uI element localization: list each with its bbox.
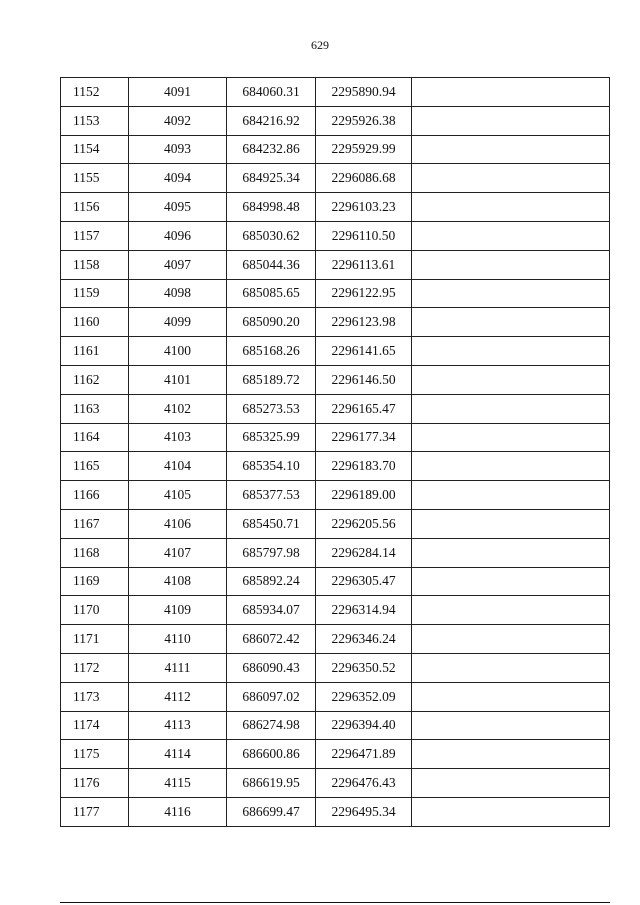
row-number-cell: 1152 — [61, 78, 129, 107]
point-id-cell: 4115 — [129, 769, 227, 798]
y-coordinate-cell: 2296113.61 — [316, 250, 412, 279]
table-row — [61, 279, 610, 308]
y-coordinate-cell: 2296352.09 — [316, 682, 412, 711]
x-coordinate-cell: 684998.48 — [227, 193, 316, 222]
table-row — [61, 625, 610, 654]
note-cell — [412, 394, 610, 423]
y-coordinate-cell: 2296189.00 — [316, 481, 412, 510]
y-coordinate-cell: 2296183.70 — [316, 452, 412, 481]
row-number-cell: 1165 — [61, 452, 129, 481]
note-cell — [412, 711, 610, 740]
point-id-cell: 4108 — [129, 567, 227, 596]
note-cell — [412, 78, 610, 107]
y-coordinate-cell: 2295929.99 — [316, 135, 412, 164]
coordinate-table — [60, 77, 610, 827]
point-id-cell: 4107 — [129, 538, 227, 567]
x-coordinate-cell: 685377.53 — [227, 481, 316, 510]
row-number-cell: 1155 — [61, 164, 129, 193]
x-coordinate-cell: 684216.92 — [227, 106, 316, 135]
row-number-cell: 1154 — [61, 135, 129, 164]
x-coordinate-cell: 686072.42 — [227, 625, 316, 654]
y-coordinate-cell: 2296495.34 — [316, 797, 412, 826]
note-cell — [412, 337, 610, 366]
x-coordinate-cell: 685450.71 — [227, 509, 316, 538]
x-coordinate-cell: 684060.31 — [227, 78, 316, 107]
point-id-cell: 4096 — [129, 221, 227, 250]
y-coordinate-cell: 2295926.38 — [316, 106, 412, 135]
point-id-cell: 4116 — [129, 797, 227, 826]
table-row — [61, 193, 610, 222]
point-id-cell: 4103 — [129, 423, 227, 452]
point-id-cell: 4106 — [129, 509, 227, 538]
x-coordinate-cell: 686600.86 — [227, 740, 316, 769]
row-number-cell: 1159 — [61, 279, 129, 308]
note-cell — [412, 653, 610, 682]
point-id-cell: 4110 — [129, 625, 227, 654]
x-coordinate-cell: 686274.98 — [227, 711, 316, 740]
x-coordinate-cell: 685189.72 — [227, 365, 316, 394]
point-id-cell: 4100 — [129, 337, 227, 366]
note-cell — [412, 769, 610, 798]
row-number-cell: 1156 — [61, 193, 129, 222]
point-id-cell: 4091 — [129, 78, 227, 107]
note-cell — [412, 308, 610, 337]
point-id-cell: 4111 — [129, 653, 227, 682]
y-coordinate-cell: 2296314.94 — [316, 596, 412, 625]
table-row — [61, 538, 610, 567]
point-id-cell: 4097 — [129, 250, 227, 279]
point-id-cell: 4109 — [129, 596, 227, 625]
x-coordinate-cell: 685273.53 — [227, 394, 316, 423]
note-cell — [412, 740, 610, 769]
point-id-cell: 4114 — [129, 740, 227, 769]
point-id-cell: 4099 — [129, 308, 227, 337]
y-coordinate-cell: 2295890.94 — [316, 78, 412, 107]
row-number-cell: 1176 — [61, 769, 129, 798]
row-number-cell: 1172 — [61, 653, 129, 682]
table-row — [61, 596, 610, 625]
y-coordinate-cell: 2296123.98 — [316, 308, 412, 337]
point-id-cell: 4093 — [129, 135, 227, 164]
note-cell — [412, 625, 610, 654]
x-coordinate-cell: 685090.20 — [227, 308, 316, 337]
point-id-cell: 4098 — [129, 279, 227, 308]
x-coordinate-cell: 686097.02 — [227, 682, 316, 711]
row-number-cell: 1164 — [61, 423, 129, 452]
row-number-cell: 1161 — [61, 337, 129, 366]
note-cell — [412, 682, 610, 711]
table-row — [61, 221, 610, 250]
note-cell — [412, 164, 610, 193]
note-cell — [412, 567, 610, 596]
y-coordinate-cell: 2296110.50 — [316, 221, 412, 250]
table-row — [61, 653, 610, 682]
row-number-cell: 1158 — [61, 250, 129, 279]
row-number-cell: 1171 — [61, 625, 129, 654]
x-coordinate-cell: 685085.65 — [227, 279, 316, 308]
note-cell — [412, 509, 610, 538]
note-cell — [412, 452, 610, 481]
table-row — [61, 769, 610, 798]
note-cell — [412, 250, 610, 279]
table-row — [61, 106, 610, 135]
y-coordinate-cell: 2296103.23 — [316, 193, 412, 222]
y-coordinate-cell: 2296305.47 — [316, 567, 412, 596]
row-number-cell: 1177 — [61, 797, 129, 826]
x-coordinate-cell: 685892.24 — [227, 567, 316, 596]
page-number: 629 — [311, 38, 329, 52]
row-number-cell: 1157 — [61, 221, 129, 250]
y-coordinate-cell: 2296284.14 — [316, 538, 412, 567]
table-row — [61, 452, 610, 481]
x-coordinate-cell: 686619.95 — [227, 769, 316, 798]
y-coordinate-cell: 2296394.40 — [316, 711, 412, 740]
row-number-cell: 1174 — [61, 711, 129, 740]
row-number-cell: 1162 — [61, 365, 129, 394]
y-coordinate-cell: 2296471.89 — [316, 740, 412, 769]
note-cell — [412, 797, 610, 826]
point-id-cell: 4101 — [129, 365, 227, 394]
x-coordinate-cell: 686090.43 — [227, 653, 316, 682]
x-coordinate-cell: 686699.47 — [227, 797, 316, 826]
note-cell — [412, 423, 610, 452]
row-number-cell: 1166 — [61, 481, 129, 510]
row-number-cell: 1168 — [61, 538, 129, 567]
x-coordinate-cell: 685325.99 — [227, 423, 316, 452]
point-id-cell: 4113 — [129, 711, 227, 740]
table-row — [61, 481, 610, 510]
coordinate-table-body — [61, 78, 610, 827]
table-row — [61, 308, 610, 337]
y-coordinate-cell: 2296146.50 — [316, 365, 412, 394]
note-cell — [412, 481, 610, 510]
table-row — [61, 711, 610, 740]
note-cell — [412, 538, 610, 567]
table-row — [61, 797, 610, 826]
note-cell — [412, 193, 610, 222]
note-cell — [412, 365, 610, 394]
table-row — [61, 567, 610, 596]
footer-divider — [60, 902, 610, 903]
table-row — [61, 337, 610, 366]
note-cell — [412, 135, 610, 164]
point-id-cell: 4092 — [129, 106, 227, 135]
table-row — [61, 365, 610, 394]
x-coordinate-cell: 685168.26 — [227, 337, 316, 366]
row-number-cell: 1170 — [61, 596, 129, 625]
table-row — [61, 682, 610, 711]
x-coordinate-cell: 685934.07 — [227, 596, 316, 625]
point-id-cell: 4094 — [129, 164, 227, 193]
row-number-cell: 1153 — [61, 106, 129, 135]
table-row — [61, 164, 610, 193]
point-id-cell: 4095 — [129, 193, 227, 222]
x-coordinate-cell: 684232.86 — [227, 135, 316, 164]
table-row — [61, 250, 610, 279]
y-coordinate-cell: 2296165.47 — [316, 394, 412, 423]
x-coordinate-cell: 685030.62 — [227, 221, 316, 250]
y-coordinate-cell: 2296205.56 — [316, 509, 412, 538]
point-id-cell: 4102 — [129, 394, 227, 423]
table-row — [61, 394, 610, 423]
row-number-cell: 1167 — [61, 509, 129, 538]
note-cell — [412, 106, 610, 135]
note-cell — [412, 279, 610, 308]
y-coordinate-cell: 2296141.65 — [316, 337, 412, 366]
row-number-cell: 1160 — [61, 308, 129, 337]
x-coordinate-cell: 685354.10 — [227, 452, 316, 481]
point-id-cell: 4104 — [129, 452, 227, 481]
y-coordinate-cell: 2296086.68 — [316, 164, 412, 193]
y-coordinate-cell: 2296476.43 — [316, 769, 412, 798]
point-id-cell: 4105 — [129, 481, 227, 510]
note-cell — [412, 596, 610, 625]
table-row — [61, 509, 610, 538]
y-coordinate-cell: 2296346.24 — [316, 625, 412, 654]
table-row — [61, 78, 610, 107]
x-coordinate-cell: 685044.36 — [227, 250, 316, 279]
y-coordinate-cell: 2296122.95 — [316, 279, 412, 308]
row-number-cell: 1175 — [61, 740, 129, 769]
table-row — [61, 740, 610, 769]
row-number-cell: 1173 — [61, 682, 129, 711]
x-coordinate-cell: 685797.98 — [227, 538, 316, 567]
row-number-cell: 1163 — [61, 394, 129, 423]
point-id-cell: 4112 — [129, 682, 227, 711]
table-row — [61, 135, 610, 164]
y-coordinate-cell: 2296177.34 — [316, 423, 412, 452]
y-coordinate-cell: 2296350.52 — [316, 653, 412, 682]
table-row — [61, 423, 610, 452]
note-cell — [412, 221, 610, 250]
row-number-cell: 1169 — [61, 567, 129, 596]
x-coordinate-cell: 684925.34 — [227, 164, 316, 193]
